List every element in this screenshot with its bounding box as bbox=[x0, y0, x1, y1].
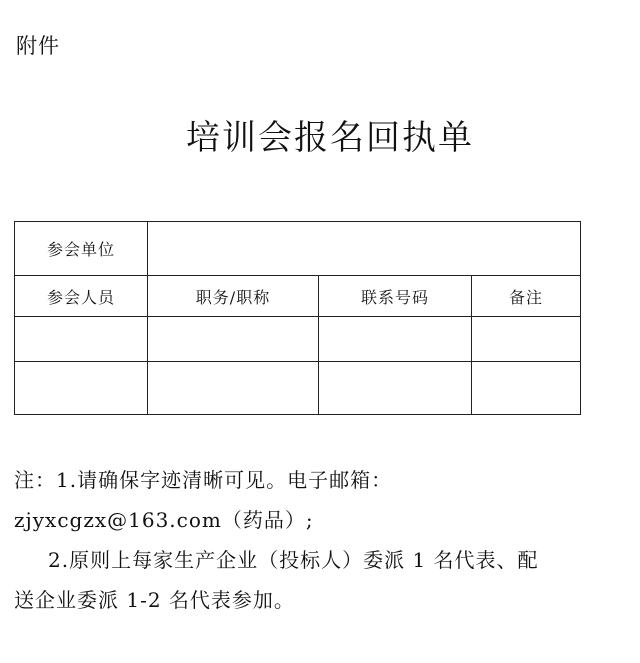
unit-value-cell[interactable] bbox=[148, 222, 581, 276]
unit-label: 参会单位 bbox=[15, 222, 148, 276]
column-header-attendee: 参会人员 bbox=[15, 276, 148, 317]
position-cell[interactable] bbox=[148, 317, 319, 362]
note-email: zjyxcgzx@163.com（药品）; bbox=[14, 508, 314, 532]
attendee-cell[interactable] bbox=[15, 317, 148, 362]
phone-cell[interactable] bbox=[319, 317, 472, 362]
unit-row bbox=[15, 222, 581, 276]
page-title: 培训会报名回执单 bbox=[186, 118, 474, 158]
attendee-cell[interactable] bbox=[15, 362, 148, 415]
attachment-label: 附件 bbox=[16, 34, 60, 58]
table-row bbox=[15, 362, 581, 415]
column-header-remarks: 备注 bbox=[472, 276, 581, 317]
phone-cell[interactable] bbox=[319, 362, 472, 415]
remarks-cell[interactable] bbox=[472, 317, 581, 362]
header-row bbox=[15, 276, 581, 317]
note-line-2: 2.原则上每家生产企业（投标人）委派 1 名代表、配 bbox=[48, 548, 539, 572]
note-line-2-cont: 送企业委派 1-2 名代表参加。 bbox=[14, 588, 295, 612]
table-row bbox=[15, 317, 581, 362]
remarks-cell[interactable] bbox=[472, 362, 581, 415]
registration-form-table bbox=[14, 221, 581, 415]
note-line-1: 注：1.请确保字迹清晰可见。电子邮箱： bbox=[14, 468, 393, 492]
column-header-position: 职务/职称 bbox=[148, 276, 319, 317]
notes-section bbox=[14, 460, 634, 620]
position-cell[interactable] bbox=[148, 362, 319, 415]
column-header-phone: 联系号码 bbox=[319, 276, 472, 317]
